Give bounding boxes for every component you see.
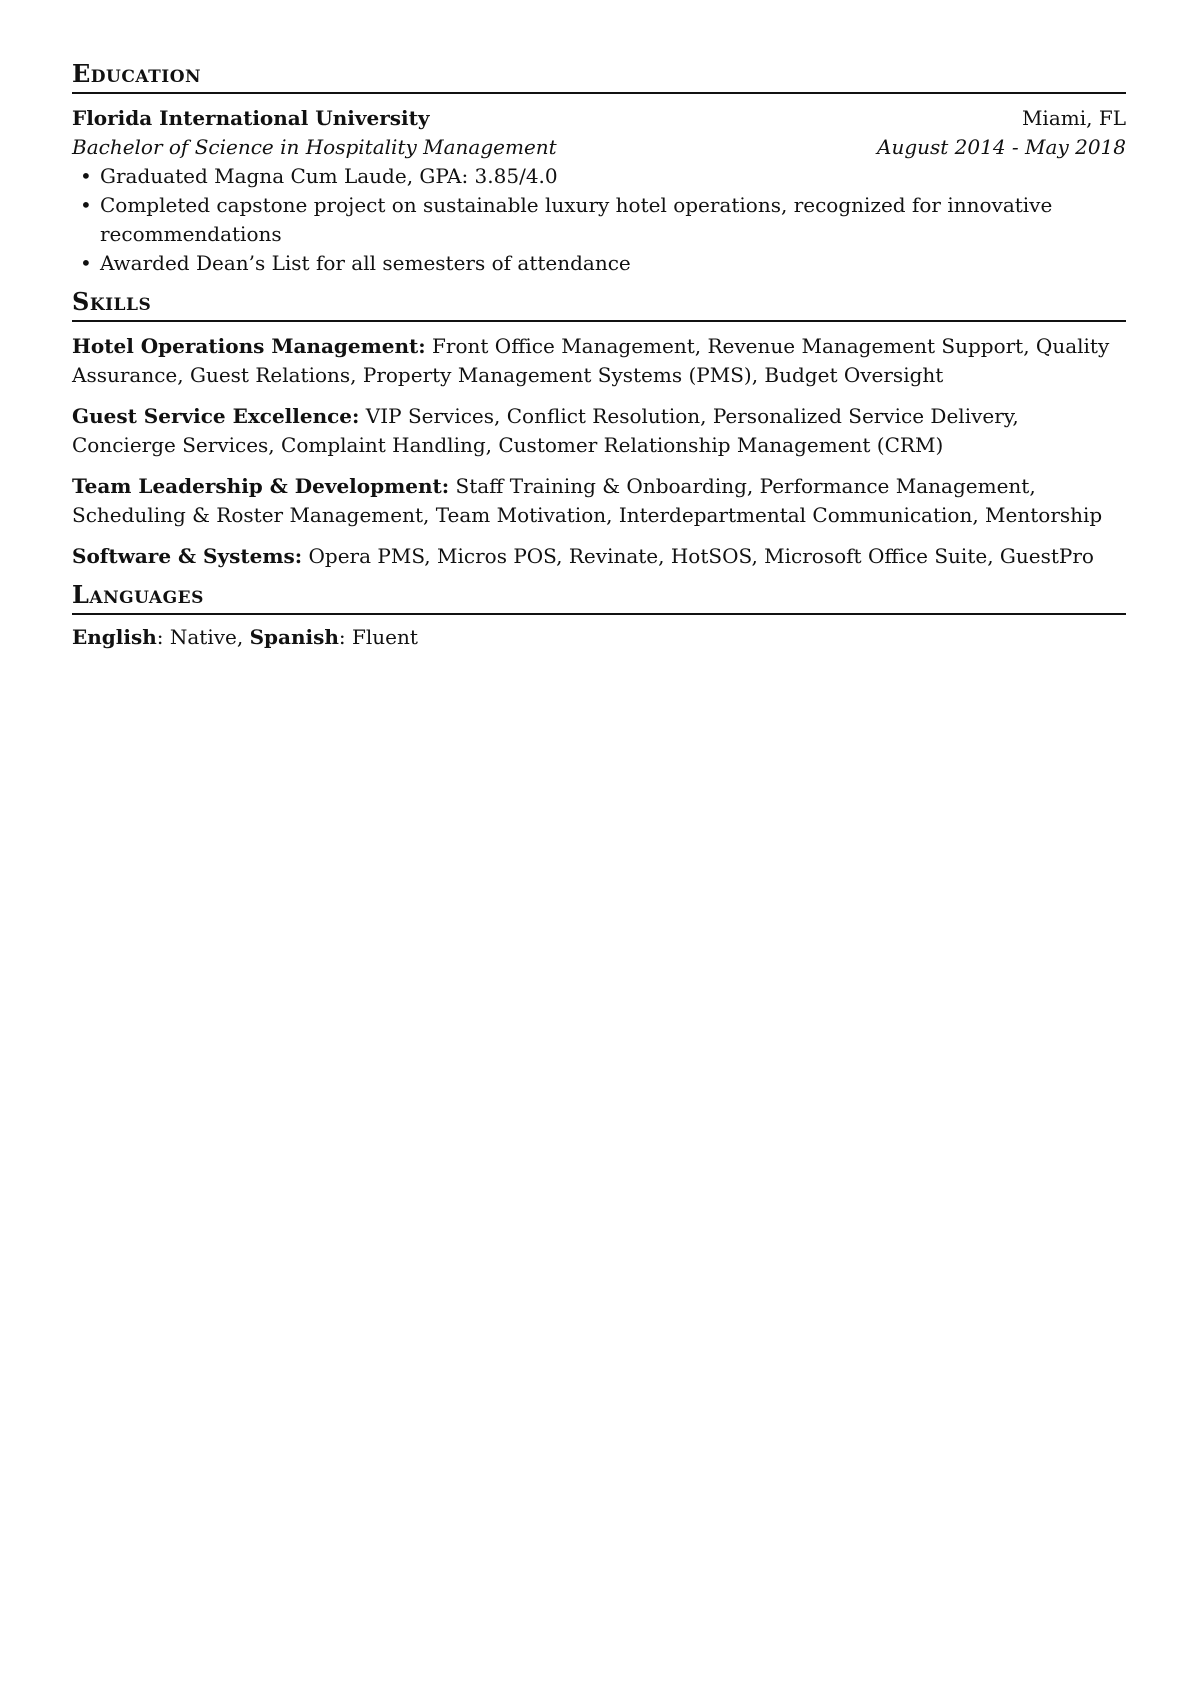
language-name: English (72, 625, 157, 649)
skill-item (72, 402, 1126, 460)
education-dates: August 2014 - May 2018 (877, 135, 1126, 159)
skill-label: Team Leadership & Development: (72, 474, 450, 498)
list-item (72, 162, 1126, 191)
languages-heading: Languages (72, 583, 1126, 615)
skill-value: Staff Training & Onboarding, Performance Management, Scheduling & Roster Management, Team Motivation, Interdepartmental Communication, Mentorship (72, 474, 1103, 527)
education-bullets (72, 162, 1126, 278)
education-entry-subheader (72, 133, 1126, 162)
education-section (72, 59, 1126, 278)
list-item (72, 191, 1126, 249)
degree-title: Bachelor of Science in Hospitality Management (72, 135, 557, 159)
bullet-text: Completed capstone project on sustainable luxury hotel operations, recognized for innovative recommendations (100, 193, 1053, 246)
bullet-icon: • (80, 164, 92, 188)
skill-value: Front Office Management, Revenue Management Support, Quality Assurance, Guest Relations, Property Management Systems (PMS), Budget Oversight (72, 334, 1110, 387)
institution-name: Florida International University (72, 106, 430, 130)
skill-label: Hotel Operations Management: (72, 334, 426, 358)
bullet-text: Awarded Dean’s List for all semesters of attendance (100, 251, 631, 275)
skill-item (72, 472, 1126, 530)
languages-section (72, 580, 1126, 652)
list-item (72, 249, 1126, 278)
education-heading: Education (72, 62, 1126, 94)
language-level: Fluent (352, 625, 418, 649)
languages-line: English: Native, Spanish: Fluent (72, 625, 418, 649)
bullet-icon: • (80, 193, 92, 217)
skill-item (72, 542, 1126, 571)
institution-location: Miami, FL (1021, 106, 1126, 130)
bullet-text: Graduated Magna Cum Laude, GPA: 3.85/4.0 (100, 164, 558, 188)
education-entry-header (72, 104, 1126, 133)
skills-heading: Skills (72, 290, 1126, 322)
resume-page (72, 59, 1126, 664)
skill-value: Opera PMS, Micros POS, Revinate, HotSOS, Microsoft Office Suite, GuestPro (308, 544, 1094, 568)
language-level: Native (169, 625, 237, 649)
skill-item (72, 332, 1126, 390)
education-entry (72, 104, 1126, 278)
skill-value: VIP Services, Conflict Resolution, Personalized Service Delivery, Concierge Services, Complaint Handling, Customer Relationship Management (CRM) (72, 404, 1019, 457)
bullet-icon: • (80, 251, 92, 275)
skill-label: Software & Systems: (72, 544, 303, 568)
language-name: Spanish (249, 625, 339, 649)
skills-section (72, 287, 1126, 571)
skill-label: Guest Service Excellence: (72, 404, 360, 428)
